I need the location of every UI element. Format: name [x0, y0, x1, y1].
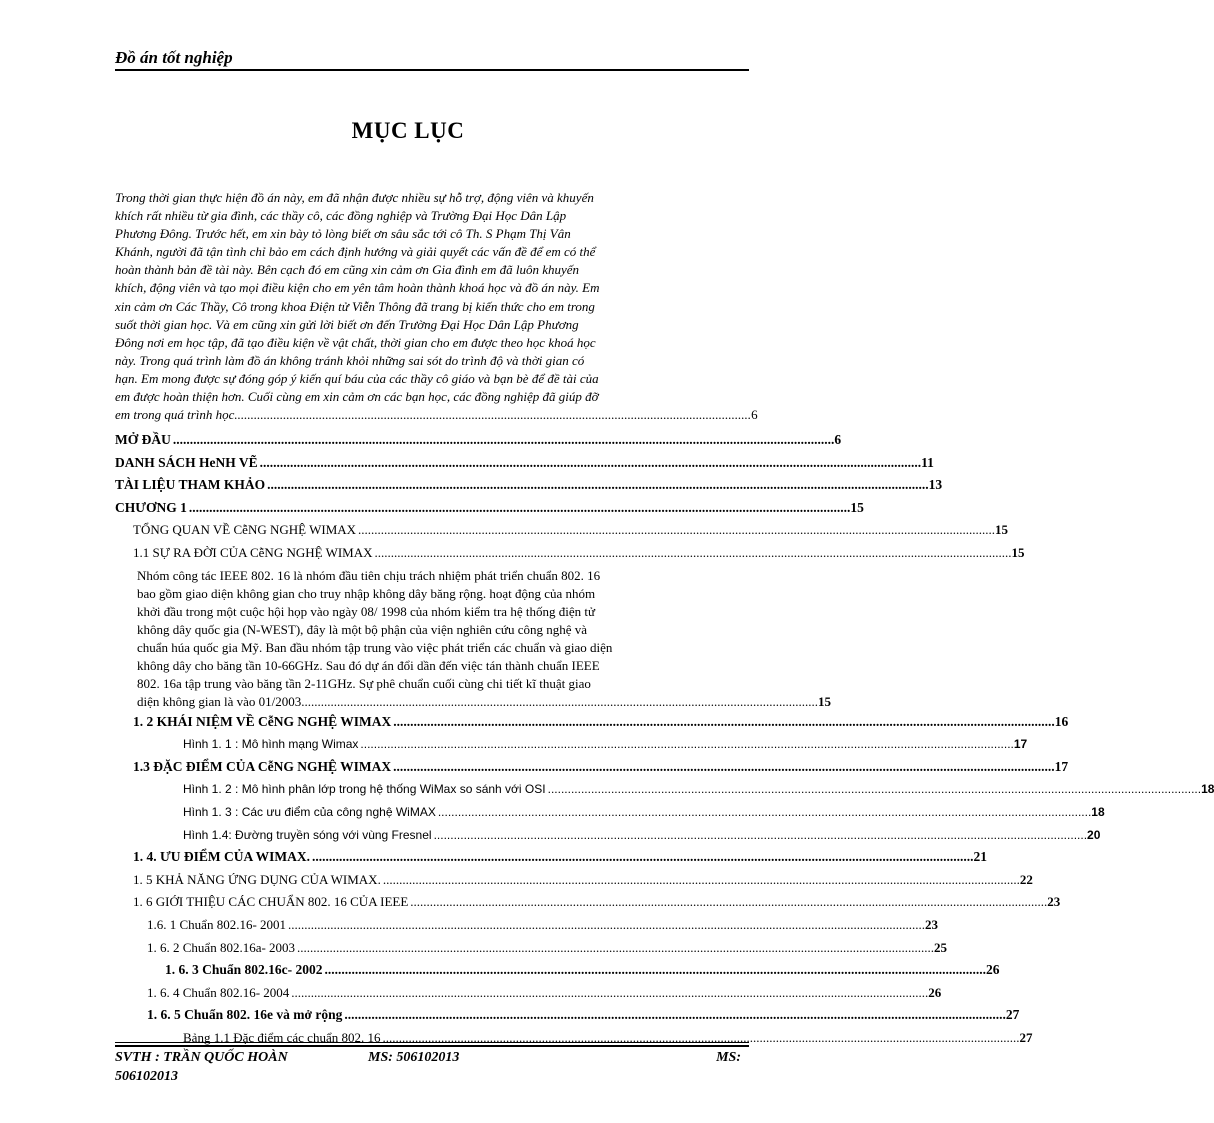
- leader-dots: ....................................................................................................................................................................................................: [288, 916, 926, 932]
- intro-last-line: em trong quá trình học.: [115, 407, 238, 423]
- para-line: Nhóm công tác IEEE 802. 16 là nhóm đầu tiên chịu trách nhiệm phát triển chuẩn 802. 16: [137, 567, 601, 583]
- toc-entry-title: 1. 6. 3 Chuẩn 802.16c- 2002: [165, 962, 323, 978]
- toc-page-number: 21: [973, 849, 987, 865]
- page-title: MỤC LỤC: [351, 118, 465, 143]
- toc-entry[interactable]: [115, 497, 864, 520]
- toc-page-number: 6: [834, 432, 842, 447]
- toc-page-number: 26: [928, 984, 942, 1000]
- footer-ms-label: MS:: [716, 1050, 741, 1065]
- toc-page-number: 25: [934, 939, 948, 955]
- leader-dots: ....................................................................................................................................................................................................: [433, 827, 1088, 842]
- toc-entry[interactable]: [115, 1004, 1020, 1027]
- toc-page-number: 17: [1054, 758, 1069, 774]
- leader-dots: ....................................................................................................................................................................................................: [547, 782, 1202, 797]
- toc-page-number: 27: [1019, 1029, 1033, 1045]
- toc-page-number: 23: [1047, 894, 1061, 910]
- intro-line: Khánh, người đã tận tình chỉ bảo em cách định hướng và giải quyết các vấn đề để em có thể: [115, 244, 596, 260]
- toc-page-number: 18: [1091, 804, 1105, 819]
- toc-entry-title: Hình 1.4: Đường truyền sóng với vùng Fresnel: [183, 827, 432, 842]
- intro-line: này. Trong quá trình làm đồ án không tránh khỏi những sai sót do trình độ và thời gian có: [115, 352, 585, 368]
- toc-entry[interactable]: [115, 959, 1000, 982]
- leader-dots: ....................................................................................................................................................................................................: [393, 713, 1055, 729]
- toc-entry-title: 1.3 ĐẶC ĐIỂM CỦA CễNG NGHỆ WIMAX: [133, 758, 392, 774]
- toc-entry[interactable]: [115, 778, 1214, 801]
- leader-dots: ....................................................................................................................................................................................................: [267, 477, 929, 493]
- toc-page-number: 11: [921, 454, 934, 470]
- leader-dots: ....................................................................................................................................................................................................: [297, 939, 935, 955]
- toc-page-number: 22: [1019, 871, 1033, 887]
- leader-dots: ....................................................................................................................................................................................................: [393, 758, 1055, 774]
- toc-entry[interactable]: [115, 824, 1101, 847]
- toc-entry[interactable]: [115, 801, 1105, 824]
- toc-page-number: 13: [928, 477, 943, 493]
- document-header-title: Đồ án tốt nghiệp: [115, 48, 233, 67]
- toc-entry[interactable]: [115, 891, 1061, 914]
- toc-entry-title: 1. 4. ƯU ĐIỂM CỦA WIMAX.: [133, 849, 310, 865]
- toc-entry-title: 1. 2 KHÁI NIỆM VỀ CễNG NGHỆ WIMAX: [133, 713, 392, 729]
- para-line: khởi đầu trong một cuộc hội họp vào ngày 08/ 1998 của nhóm kiểm tra hệ thống điện tử: [137, 603, 596, 619]
- toc-entry[interactable]: [115, 914, 939, 937]
- para-line: không dây quốc gia (N-WEST), đây là một bộ phận của viện nghiên cứu công nghệ và: [137, 621, 588, 637]
- leader-dots: ....................................................................................................................................................................................................: [437, 804, 1092, 819]
- toc-page-number: 20: [1087, 827, 1101, 842]
- toc-entry-title: 1. 5 KHẢ NĂNG ỨNG DỤNG CỦA WIMAX.: [133, 871, 381, 887]
- intro-line: Trong thời gian thực hiện đồ án này, em đã nhận được nhiều sự hỗ trợ, động viên và khuyến: [115, 190, 594, 205]
- toc-entry[interactable]: [115, 937, 948, 960]
- footer-rule: [115, 1045, 749, 1047]
- toc-entry-title: TÀI LIỆU THAM KHẢO: [115, 477, 266, 493]
- para-line: bao gồm giao diện không gian cho truy nhập không dây băng rộng. hoạt động của nhóm: [137, 585, 596, 601]
- toc-entry[interactable]: [115, 733, 1028, 756]
- leader-dots: ....................................................................................................................................................................................................: [259, 454, 922, 470]
- para-line: không dây cho băng tần 10-66GHz. Sau đó dự án đổi dần đến việc tán thành chuẩn IEEE: [137, 657, 600, 673]
- intro-line: Đông nơi em học tập, đã tạo điều kiện về vật chất, thời gian cho em được theo học khoá học: [115, 334, 596, 350]
- footer-rule: [115, 1042, 749, 1043]
- leader-dots: ....................................................................................................................................................................................................: [344, 1007, 1006, 1023]
- toc-page-number: 23: [925, 916, 939, 932]
- toc-entry-title: Bảng 1.1 Đặc điểm các chuẩn 802. 16: [183, 1029, 381, 1045]
- intro-line: em được hoàn thiện hơn. Cuối cùng em xin cảm ơn các bạn học, các đồng nghiệp đã giúp đỡ: [115, 389, 599, 405]
- toc-entry-title: 1.1 SỰ RA ĐỜI CỦA CễNG NGHỆ WIMAX: [133, 544, 373, 560]
- toc-entry[interactable]: [115, 542, 1025, 565]
- leader-dots: ....................................................................................................................................................................................................: [324, 962, 987, 978]
- toc-page-number: 17: [1013, 737, 1028, 752]
- intro-line: suốt thời gian học. Và em cũng xin gửi lời biết ơn đến Trường Đại Học Dân Lập Phương: [115, 316, 579, 332]
- toc-entry[interactable]: [115, 429, 842, 452]
- footer-ms-value: 506102013: [115, 1069, 178, 1084]
- acknowledgement-paragraph: [115, 189, 758, 424]
- toc-entry-title: 1. 6. 2 Chuẩn 802.16a- 2003: [147, 939, 296, 955]
- toc-page-number: 6: [751, 407, 758, 423]
- intro-line: khích rất nhiều từ gia đình, các thầy cô, các đồng nghiệp và Trường Đại Học Dân Lập: [115, 208, 567, 224]
- leader-dots: ....................................................................................................................................................................................................: [172, 432, 835, 447]
- para-last-line: diện không gian là vào 01/2003.: [137, 693, 305, 709]
- toc-entry-title: Hình 1. 1 : Mô hình mạng Wimax: [183, 737, 359, 752]
- toc-entry-title: MỞ ĐẦU: [115, 432, 171, 447]
- leader-dots: ....................................................................................................................................................................................................: [374, 544, 1012, 560]
- leader-dots: ....................................................................................................................................................................................................: [410, 894, 1048, 910]
- toc-entry[interactable]: [115, 474, 943, 497]
- toc-entry-title: 1. 6. 4 Chuẩn 802.16- 2004: [147, 984, 290, 1000]
- toc-page-number: 27: [1005, 1007, 1020, 1023]
- leader-dots: ....................................................................................................................................................................................................: [382, 871, 1020, 887]
- intro-toc-entry[interactable]: [115, 406, 758, 424]
- para-line: chuẩn húa quốc gia Mỹ. Ban đầu nhóm tập trung vào việc phát triển các chuẩn và giao diện: [137, 639, 613, 655]
- toc-page-number: 15: [850, 499, 864, 515]
- para-line: 802. 16a tập trung vào băng tần 2-11GHz. Sự phê chuẩn cuối cùng chi tiết kĩ thuật giao: [137, 675, 591, 691]
- toc-entry-title: 1. 6. 5 Chuẩn 802. 16e và mở rộng: [147, 1007, 343, 1023]
- header-rule: [115, 69, 749, 71]
- intro-line: khích, động viên và tạo mọi điều kiện cho em yên tâm hoàn thành khoá học và đồ án này. Em: [115, 280, 600, 296]
- toc-page-number: 15: [995, 522, 1009, 538]
- toc-entry-title: Hình 1. 2 : Mô hình phân lớp trong hệ thống WiMax so sánh với OSI: [183, 782, 546, 797]
- section-summary-paragraph: [115, 565, 832, 711]
- toc-entry[interactable]: [115, 756, 1069, 779]
- toc-entry[interactable]: [115, 982, 942, 1005]
- leader-dots: ....................................................................................................................................................................................................: [360, 737, 1014, 752]
- intro-line: hoàn thành bản đề tài này. Bên cạch đó em cũng xin cảm ơn Gia đình em đã luôn khuyến: [115, 262, 580, 278]
- intro-line: hạn. Em mong được sự đóng góp ý kiến quí báu của các thầy cô giáo và bạn bè để đề tài của: [115, 370, 599, 386]
- toc-entry-title: Hình 1. 3 : Các ưu điểm của công nghệ WiMAX: [183, 804, 436, 819]
- leader-dots: ....................................................................................................................................................................................................: [291, 984, 929, 1000]
- table-of-contents: [115, 429, 1214, 1049]
- toc-entry[interactable]: [115, 711, 1069, 734]
- footer-student-id: MS: 506102013: [368, 1050, 460, 1065]
- toc-page-number: 15: [1011, 544, 1025, 560]
- leader-dots: ....................................................................................................................................................................................................: [358, 522, 996, 538]
- leader-dots: ..............................................................................................................................................................: [237, 407, 752, 423]
- leader-dots: ....................................................................................................................................................................................................: [188, 499, 851, 515]
- intro-line: Phương Đông. Trước hết, em xin bày tỏ lòng biết ơn sâu sắc tới cô Th. S Phạm Thị Vân: [115, 226, 571, 242]
- toc-page-number: 15: [818, 693, 832, 709]
- leader-dots: ....................................................................................................................................................................................................: [312, 849, 974, 865]
- toc-entry-title: 1. 6 GIỚI THIỆU CÁC CHUẨN 802. 16 CỦA IEEE: [133, 894, 409, 910]
- leader-dots: ....................................................................................................................................................................................................: [382, 1029, 1020, 1045]
- para-toc-entry[interactable]: [137, 693, 832, 711]
- toc-entry-title: DANH SÁCH HeNH VẼ: [115, 454, 258, 470]
- leader-dots: ..............................................................................................................................................................: [304, 693, 819, 709]
- toc-entry[interactable]: [115, 846, 987, 869]
- toc-entry[interactable]: [115, 452, 934, 475]
- toc-entry[interactable]: [115, 519, 1009, 542]
- toc-entry-title: CHƯƠNG 1: [115, 499, 187, 515]
- intro-line: xin cảm ơn Các Thầy, Cô trong khoa Điện tử Viễn Thông đã trang bị kiến thức cho em trong: [115, 298, 595, 314]
- page-footer: [115, 1048, 741, 1086]
- toc-entry-title: 1.6. 1 Chuẩn 802.16- 2001: [147, 916, 287, 932]
- toc-page-number: 18: [1201, 782, 1214, 797]
- toc-page-number: 26: [986, 962, 1000, 978]
- toc-entry-title: TỔNG QUAN VỀ CễNG NGHỆ WIMAX: [133, 522, 357, 538]
- toc-entry[interactable]: [115, 869, 1033, 892]
- toc-page-number: 16: [1054, 713, 1069, 729]
- footer-student: SVTH : TRẦN QUỐC HOÀN: [115, 1050, 288, 1065]
